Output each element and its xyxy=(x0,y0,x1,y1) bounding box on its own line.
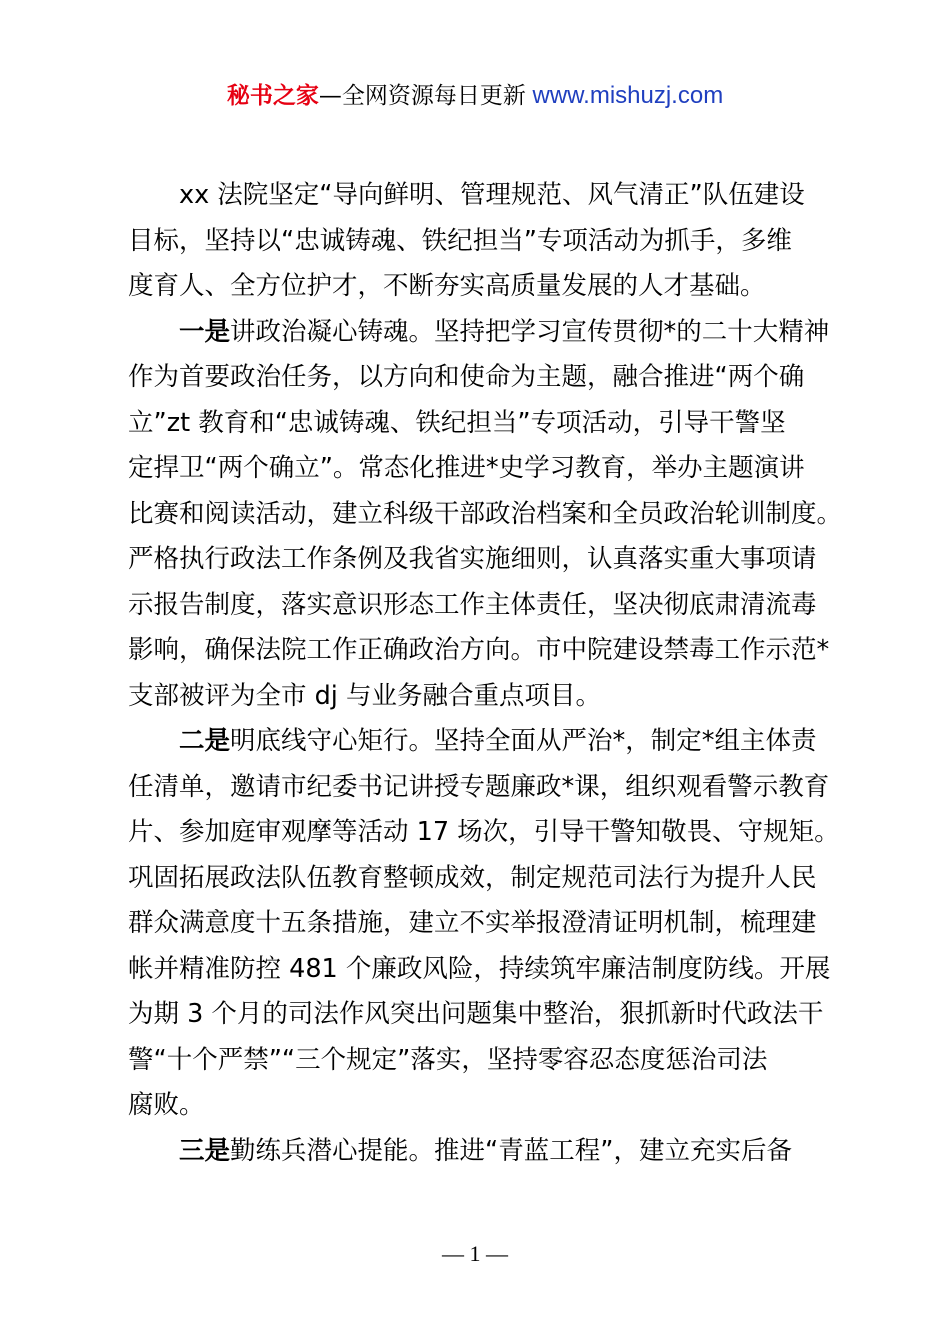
text-line: 比赛和阅读活动，建立科级干部政治档案和全员政治轮训制度。 xyxy=(128,498,843,529)
text-line: 影响，确保法院工作正确政治方向。市中院建设禁毒工作示范* xyxy=(128,635,830,665)
site-header xyxy=(0,80,950,112)
text-line xyxy=(128,719,836,765)
text-line: 警“十个严禁”“三个规定”落实，坚持零容忍态度惩治司法 xyxy=(128,1044,768,1075)
site-brand: 秘书之家 xyxy=(226,83,319,109)
paragraph-lead: 二是 xyxy=(179,726,231,756)
text-line: 支部被评为全市 dj 与业务融合重点项目。 xyxy=(128,680,601,711)
text-line: 立”zt 教育和“忠诚铸魂、铁纪担当”专项活动，引导干警坚 xyxy=(128,407,786,438)
paragraph-lead: 一是 xyxy=(179,316,231,347)
text-line xyxy=(128,1129,836,1175)
document-body xyxy=(128,173,843,1174)
text-line: 为期 3 个月的司法作风突出问题集中整治，狠抓新时代政法干 xyxy=(128,999,824,1029)
paragraph-politics xyxy=(128,310,843,720)
text-line: xx 法院坚定“导向鲜明、管理规范、风气清正”队伍建设 xyxy=(179,180,805,210)
text-line: 任清单，邀请市纪委书记讲授专题廉政*课，组织观看警示教育 xyxy=(128,771,830,802)
text-line: 腐败。 xyxy=(128,1090,205,1120)
paragraph-training xyxy=(128,1129,836,1175)
site-tagline: —全网资源每日更新 xyxy=(318,83,526,109)
paragraph-discipline xyxy=(128,719,840,1129)
page-number: — 1 — xyxy=(442,1241,508,1266)
text-line: 示报告制度，落实意识形态工作主体责任，坚决彻底肃清流毒 xyxy=(128,589,817,620)
text-line: 严格执行政法工作条例及我省实施细则，认真落实重大事项请 xyxy=(128,544,817,574)
text-line: 片、参加庭审观摩等活动 17 场次，引导干警知敬畏、守规矩。 xyxy=(128,817,840,847)
text-line: 目标，坚持以“忠诚铸魂、铁纪担当”专项活动为抓手，多维 xyxy=(128,225,792,256)
text-line: 帐并精准防控 481 个廉政风险，持续筑牢廉洁制度防线。开展 xyxy=(128,953,831,984)
text-line xyxy=(128,310,836,356)
text-line-content: 明底线守心矩行。坚持全面从严治*，制定*组主体责 xyxy=(230,726,817,756)
paragraph-intro xyxy=(128,173,836,310)
text-line: 巩固拓展政法队伍教育整顿成效，制定规范司法行为提升人民 xyxy=(128,862,817,893)
text-line: 定捍卫“两个确立”。常态化推进*史学习教育，举办主题演讲 xyxy=(128,453,805,483)
paragraph-lead: 三是 xyxy=(179,1135,231,1166)
text-line-content: 讲政治凝心铸魂。坚持把学习宣传贯彻*的二十大精神 xyxy=(230,316,830,347)
site-url-link[interactable]: www.mishuzj.com xyxy=(525,82,724,109)
text-line: 群众满意度十五条措施，建立不实举报澄清证明机制，梳理建 xyxy=(128,908,817,938)
text-line: 作为首要政治任务，以方向和使命为主题，融合推进“两个确 xyxy=(128,362,805,392)
text-line: 度育人、全方位护才，不断夯实高质量发展的人才基础。 xyxy=(128,271,766,301)
text-line-content: 勤练兵潜心提能。推进“青蓝工程”，建立充实后备 xyxy=(230,1135,792,1166)
